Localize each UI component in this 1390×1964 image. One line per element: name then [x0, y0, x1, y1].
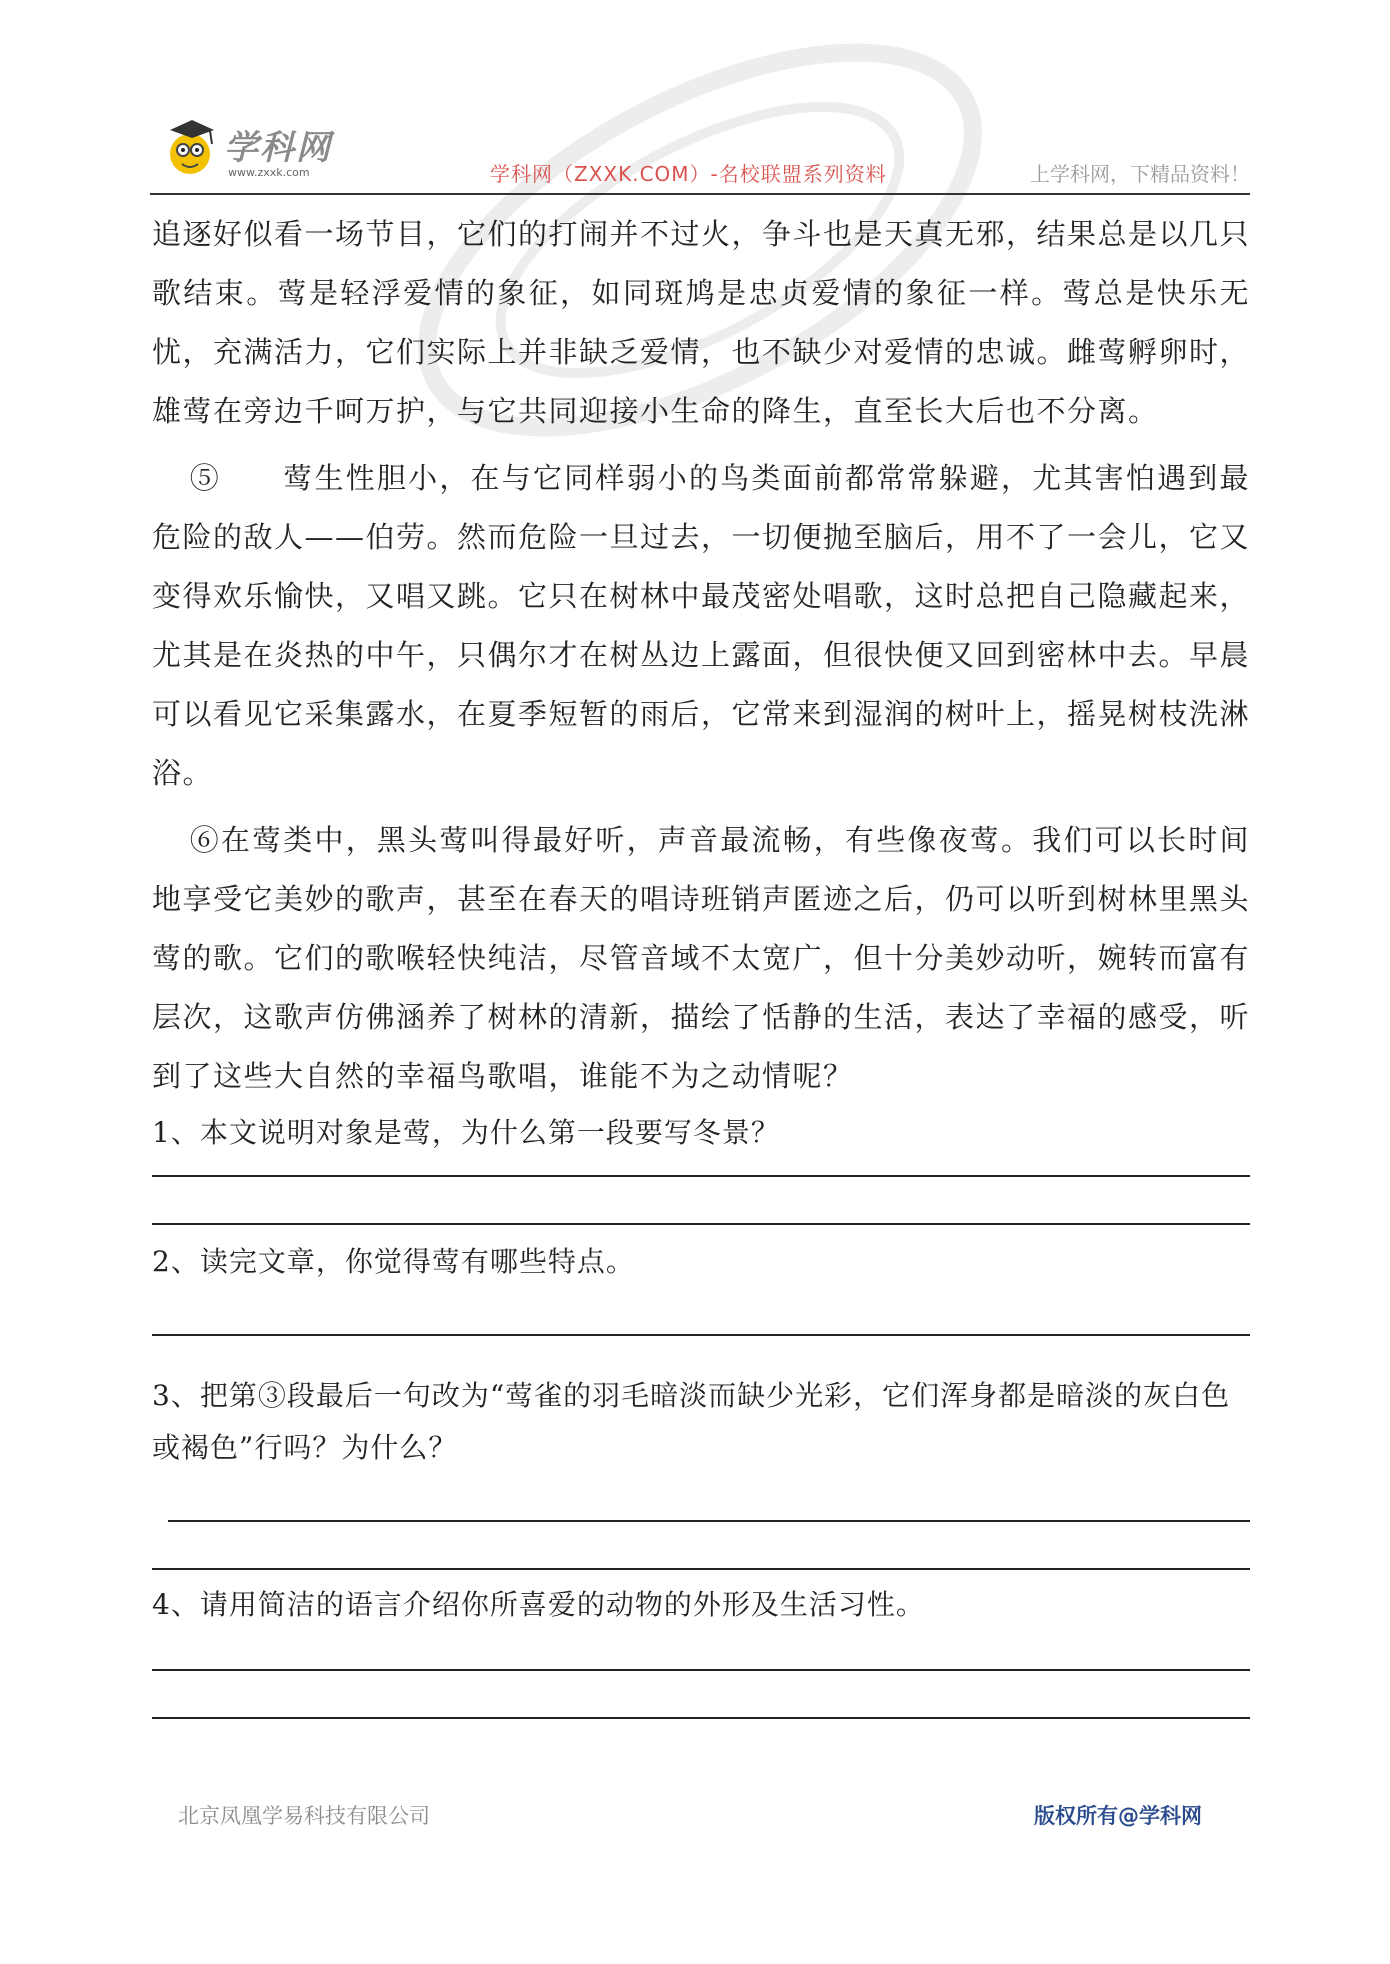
passage-paragraph: 追逐好似看一场节目，它们的打闹并不过火，争斗也是天真无邪，结果总是以几只歌结束。莺是轻浮爱情的象征，如同斑鸠是忠贞爱情的象征一样。莺总是快乐无忧，充满活力，它们实际上并非缺乏爱情，也不缺少对爱情的忠诚。雌莺孵卵时，雄莺在旁边千呵万护，与它共同迎接小生命的降生，直至长大后也不分离。: [152, 217, 1251, 428]
page-header: [150, 108, 1250, 196]
answer-line: [152, 1669, 1250, 1671]
passage-paragraph: ⑥在莺类中，黑头莺叫得最好听，声音最流畅，有些像夜莺。我们可以长时间地享受它美妙的歌声，甚至在春天的唱诗班销声匿迹之后，仍可以听到树林里黑头莺的歌。它们的歌喉轻快纯洁，尽管音域不太宽广，但十分美妙动听，婉转而富有层次，这歌声仿佛涵养了树林的清新，描绘了恬静的生活，表达了幸福的感受，听到了这些大自然的幸福鸟歌唱，谁能不为之动情呢？: [152, 823, 1251, 1093]
question-3: 3、把第③段最后一句改为“莺雀的羽毛暗淡而缺少光彩，它们浑身都是暗淡的灰白色或褐色”行吗？为什么？: [152, 1379, 1231, 1464]
document-body: [152, 205, 1250, 1719]
answer-line: [152, 1568, 1250, 1570]
answer-line: [168, 1520, 1250, 1522]
question-4: 4、请用简洁的语言介绍你所喜爱的动物的外形及生活习性。: [152, 1588, 925, 1621]
answer-line: [152, 1334, 1250, 1336]
answer-line: [152, 1717, 1250, 1719]
footer-company: 北京凤凰学易科技有限公司: [178, 1804, 430, 1828]
header-divider: [150, 193, 1250, 195]
header-slogan: 上学科网，下精品资料！: [1030, 162, 1250, 186]
logo-url: www.zxxk.com: [228, 166, 310, 179]
footer-copyright: 版权所有@学科网: [1034, 1804, 1202, 1828]
question-1: 1、本文说明对象是莺，为什么第一段要写冬景？: [152, 1116, 780, 1149]
logo-mascot-icon: [164, 116, 220, 180]
answer-line: [152, 1175, 1250, 1177]
xuekewang-logo: [164, 116, 334, 186]
answer-line: [152, 1223, 1250, 1225]
passage-paragraph: ⑤ 莺生性胆小，在与它同样弱小的鸟类面前都常常躲避，尤其害怕遇到最危险的敌人——伯劳。然而危险一旦过去，一切便抛至脑后，用不了一会儿，它又变得欢乐愉快，又唱又跳。它只在树林中最茂密处唱歌，这时总把自己隐藏起来，尤其是在炎热的中午，只偶尔才在树丛边上露面，但很快便又回到密林中去。早晨可以看见它采集露水，在夏季短暂的雨后，它常来到湿润的树叶上，摇晃树枝洗淋浴。: [152, 461, 1251, 790]
logo-text: 学科网: [224, 128, 332, 168]
question-2: 2、读完文章，你觉得莺有哪些特点。: [152, 1245, 635, 1278]
header-series-title: 学科网（ZXXK.COM）-名校联盟系列资料: [490, 162, 887, 186]
